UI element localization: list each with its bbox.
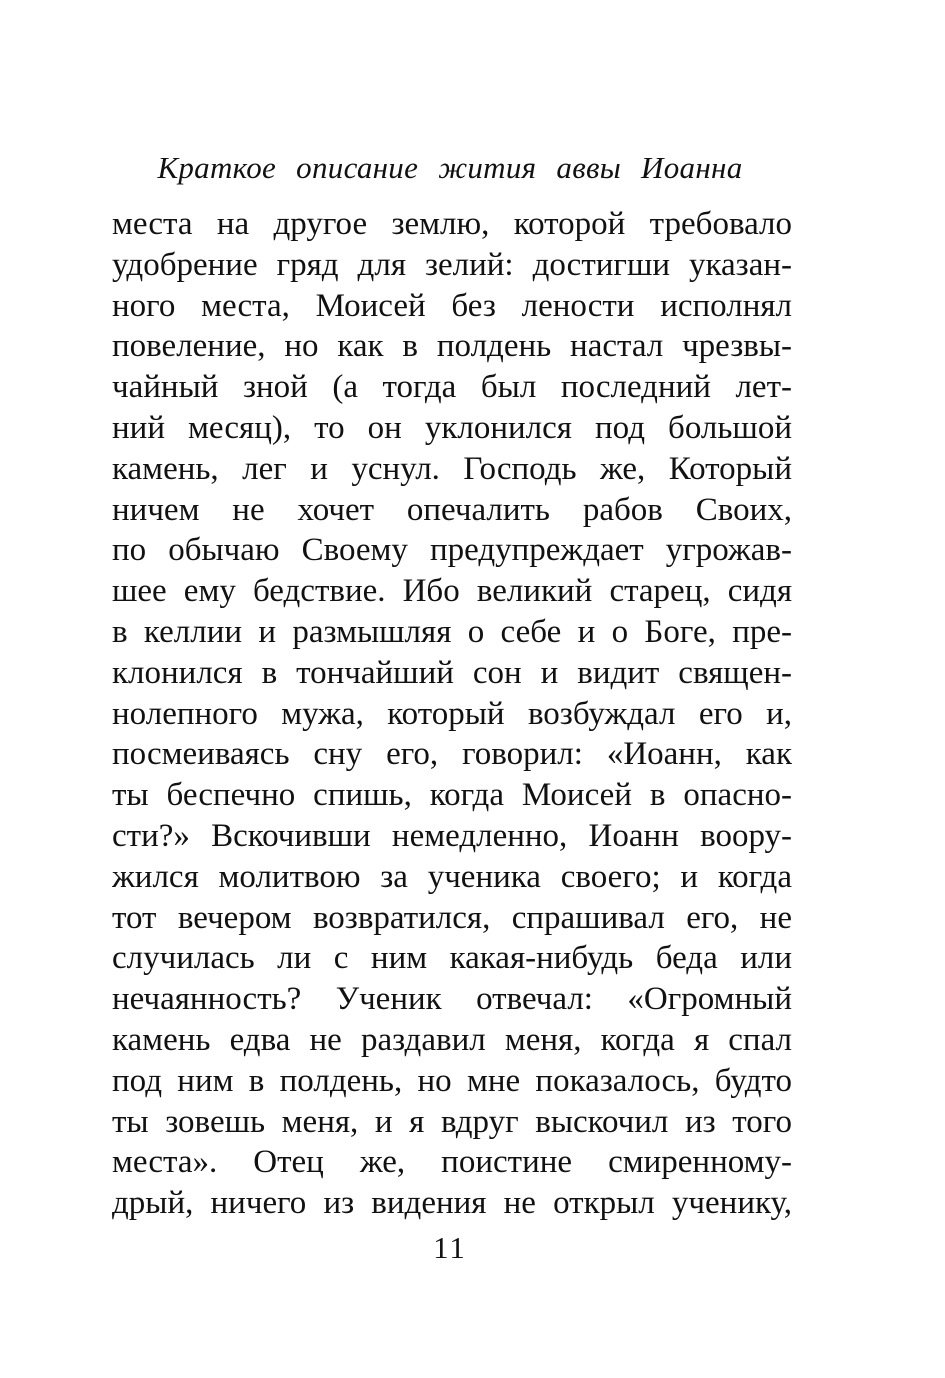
text-line: по обычаю Своему предупреждает угрожав- <box>112 532 792 569</box>
text-line: случилась ли с ним какая-нибудь беда или <box>112 940 792 977</box>
text-line: ного места, Моисей без лености исполнял <box>112 287 792 324</box>
text-line: тот вечером возвратился, спрашивал его, не <box>112 899 792 936</box>
text-line: камень, лег и уснул. Господь же, Который <box>112 450 792 487</box>
text-line: клонился в тончайший сон и видит священ- <box>112 654 792 691</box>
text-line: шее ему бедствие. Ибо великий старец, сидя <box>112 573 792 610</box>
text-line: чайный зной (а тогда был последний лет- <box>112 369 792 406</box>
text-line: жился молитвою за ученика своего; и когда <box>112 858 792 895</box>
text-line: нолепного мужа, который возбуждал его и, <box>112 695 792 732</box>
text-line: в келлии и размышляя о себе и о Боге, пре- <box>112 613 792 650</box>
text-line: ты беспечно спишь, когда Моисей в опасно- <box>112 777 792 814</box>
text-line: места». Отец же, поистине смиренному- <box>112 1144 792 1181</box>
text-line: сти?» Вскочивши немедленно, Иоанн воору- <box>112 817 792 854</box>
body-text <box>112 204 792 1224</box>
text-line: под ним в полдень, но мне показалось, будто <box>112 1062 792 1099</box>
text-line: дрый, ничего из видения не открыл ученику, <box>112 1185 792 1222</box>
text-line: ты зовешь меня, и я вдруг выскочил из того <box>112 1103 792 1140</box>
text-line: камень едва не раздавил меня, когда я спал <box>112 1021 792 1058</box>
text-line: ничем не хочет опечалить рабов Своих, <box>112 491 792 528</box>
text-line: удобрение гряд для зелий: достигши указан- <box>112 246 792 283</box>
running-header-title: Краткое описание жития аввы Иоанна <box>157 150 743 185</box>
page-number: 11 <box>433 1230 467 1265</box>
text-line: ний месяц), то он уклонился под большой <box>112 409 792 446</box>
text-line: нечаянность? Ученик отвечал: «Огромный <box>112 981 792 1018</box>
text-line: места на другое землю, которой требовало <box>112 206 792 242</box>
text-line: посмеиваясь сну его, говорил: «Иоанн, как <box>112 736 792 773</box>
text-line: повеление, но как в полдень настал чрезвы- <box>112 328 792 365</box>
